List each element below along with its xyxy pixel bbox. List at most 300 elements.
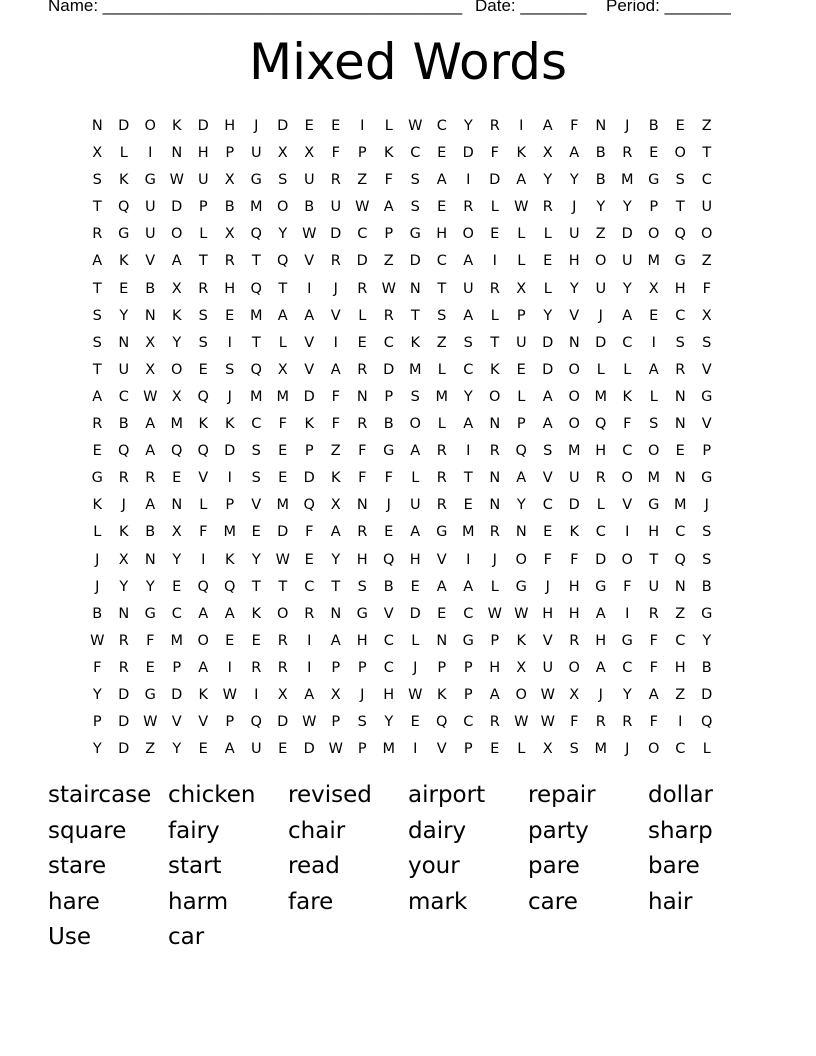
grid-letter[interactable]: R [357,280,368,297]
grid-letter[interactable]: B [92,605,103,622]
grid-letter[interactable]: U [144,199,156,216]
grid-letter[interactable]: W [143,388,158,405]
grid-letter[interactable]: Q [250,226,262,243]
grid-letter[interactable]: Y [172,741,182,758]
grid-letter[interactable]: S [278,172,288,189]
grid-letter[interactable]: X [277,361,288,378]
grid-letter[interactable]: K [569,524,579,541]
grid-letter[interactable]: T [463,470,473,487]
grid-letter[interactable]: U [409,497,421,514]
grid-letter[interactable]: O [595,253,607,270]
grid-letter[interactable]: Q [250,714,262,731]
grid-letter[interactable]: P [463,659,473,676]
grid-letter[interactable]: N [489,497,501,514]
grid-letter[interactable]: E [410,578,420,595]
grid-letter[interactable]: R [224,253,235,270]
grid-letter[interactable]: S [543,443,553,460]
grid-letter[interactable]: D [277,118,289,134]
grid-letter[interactable]: L [93,524,102,541]
grid-letter[interactable]: P [384,226,394,243]
grid-letter[interactable]: S [410,172,420,189]
grid-letter[interactable]: H [224,118,236,134]
grid-letter[interactable]: M [647,253,660,270]
grid-letter[interactable]: F [384,470,393,487]
grid-letter[interactable]: I [201,551,206,568]
grid-letter[interactable]: C [383,632,394,649]
grid-letter[interactable]: N [436,632,448,649]
grid-letter[interactable]: Y [92,741,102,758]
grid-letter[interactable]: N [674,388,686,405]
grid-letter[interactable]: W [143,714,158,731]
grid-letter[interactable]: R [436,497,447,514]
grid-letter[interactable]: O [515,551,527,568]
grid-letter[interactable]: A [330,361,341,378]
grid-letter[interactable]: E [675,118,685,134]
grid-letter[interactable]: J [386,497,391,514]
grid-letter[interactable]: O [409,416,421,433]
grid-letter[interactable]: E [331,118,341,134]
grid-letter[interactable]: J [333,280,338,297]
grid-letter[interactable]: F [278,416,287,433]
grid-letter[interactable]: T [490,334,500,351]
grid-letter[interactable]: R [569,632,580,649]
grid-letter[interactable]: M [435,388,448,405]
grid-letter[interactable]: U [197,172,209,189]
grid-letter[interactable]: L [437,361,446,378]
grid-letter[interactable]: A [648,686,659,703]
grid-letter[interactable]: R [675,361,686,378]
grid-letter[interactable]: S [410,199,420,216]
grid-letter[interactable]: W [302,226,317,243]
grid-letter[interactable]: H [409,551,421,568]
grid-letter[interactable]: R [595,714,606,731]
grid-letter[interactable]: U [621,253,633,270]
grid-letter[interactable]: F [623,416,632,433]
grid-letter[interactable]: N [330,605,342,622]
grid-letter[interactable]: W [408,118,423,134]
grid-letter[interactable]: B [383,416,394,433]
grid-letter[interactable]: S [569,741,579,758]
grid-letter[interactable]: C [383,659,394,676]
grid-letter[interactable]: I [307,632,312,649]
grid-letter[interactable]: D [118,741,130,758]
grid-letter[interactable]: X [648,280,659,297]
grid-letter[interactable]: Y [596,199,606,216]
grid-letter[interactable]: C [622,334,633,351]
grid-letter[interactable]: X [277,686,288,703]
grid-letter[interactable]: A [330,632,341,649]
grid-letter[interactable]: D [595,334,607,351]
grid-letter[interactable]: Y [331,551,341,568]
grid-letter[interactable]: J [598,686,603,703]
grid-letter[interactable]: Z [330,443,341,460]
grid-letter[interactable]: A [410,443,421,460]
grid-letter[interactable]: E [437,199,447,216]
grid-letter[interactable]: G [250,172,262,189]
grid-letter[interactable]: P [463,686,473,703]
grid-letter[interactable]: B [383,578,394,595]
grid-letter[interactable]: T [251,253,261,270]
grid-letter[interactable]: X [92,145,103,162]
grid-letter[interactable]: X [118,551,129,568]
grid-letter[interactable]: V [198,714,209,731]
grid-letter[interactable]: F [93,659,102,676]
grid-letter[interactable]: F [623,578,632,595]
grid-letter[interactable]: H [383,686,395,703]
grid-letter[interactable]: F [384,172,393,189]
grid-letter[interactable]: M [673,497,687,514]
grid-letter[interactable]: A [436,578,447,595]
grid-letter[interactable]: E [251,524,261,541]
grid-letter[interactable]: C [463,361,474,378]
grid-letter[interactable]: V [436,551,447,568]
grid-letter[interactable]: T [437,280,447,297]
grid-letter[interactable]: E [251,632,261,649]
grid-letter[interactable]: A [648,361,659,378]
grid-letter[interactable]: A [542,388,553,405]
grid-letter[interactable]: M [594,388,607,405]
grid-letter[interactable]: Q [118,443,130,460]
grid-letter[interactable]: F [543,551,552,568]
grid-letter[interactable]: B [595,145,606,162]
grid-letter[interactable]: N [356,388,368,405]
grid-letter[interactable]: K [118,253,129,270]
grid-letter[interactable]: O [197,632,209,649]
grid-letter[interactable]: R [118,659,129,676]
grid-letter[interactable]: L [517,253,526,270]
grid-letter[interactable]: J [572,199,577,216]
grid-letter[interactable]: I [625,524,630,541]
grid-letter[interactable]: E [278,443,288,460]
grid-letter[interactable]: Y [543,307,553,324]
grid-letter[interactable]: D [330,226,342,243]
grid-letter[interactable]: S [251,470,261,487]
grid-letter[interactable]: S [649,416,659,433]
grid-letter[interactable]: X [330,497,341,514]
grid-letter[interactable]: V [171,714,182,731]
grid-letter[interactable]: M [249,307,263,324]
grid-letter[interactable]: B [595,172,606,189]
grid-letter[interactable]: V [569,307,580,324]
grid-letter[interactable]: C [410,145,421,162]
grid-letter[interactable]: Z [675,686,686,703]
grid-letter[interactable]: O [648,741,660,758]
grid-letter[interactable]: D [171,199,183,216]
grid-letter[interactable]: F [331,388,340,405]
grid-letter[interactable]: P [516,307,526,324]
grid-letter[interactable]: P [198,199,208,216]
grid-letter[interactable]: Y [384,714,394,731]
grid-letter[interactable]: P [702,443,712,460]
grid-letter[interactable]: C [463,605,474,622]
grid-letter[interactable]: K [118,172,129,189]
grid-letter[interactable]: G [91,470,103,487]
grid-letter[interactable]: F [358,470,367,487]
grid-letter[interactable]: U [250,145,262,162]
grid-letter[interactable]: O [568,659,580,676]
grid-letter[interactable]: H [568,605,580,622]
grid-letter[interactable]: S [702,551,712,568]
grid-letter[interactable]: K [92,497,102,514]
grid-letter[interactable]: Q [250,280,262,297]
grid-letter[interactable]: N [356,497,368,514]
grid-letter[interactable]: Q [197,578,209,595]
grid-letter[interactable]: S [198,307,208,324]
grid-letter[interactable]: H [568,253,580,270]
period-field[interactable]: Period: _______ [606,0,731,15]
grid-letter[interactable]: R [489,280,500,297]
grid-letter[interactable]: Y [278,226,288,243]
grid-letter[interactable]: W [169,172,184,189]
grid-letter[interactable]: C [595,524,606,541]
grid-letter[interactable]: E [198,361,208,378]
grid-letter[interactable]: H [595,443,607,460]
grid-letter[interactable]: J [545,578,550,595]
grid-letter[interactable]: X [224,226,235,243]
grid-letter[interactable]: N [118,334,130,351]
grid-letter[interactable]: J [360,686,365,703]
grid-letter[interactable]: W [408,686,423,703]
grid-letter[interactable]: R [383,307,394,324]
grid-letter[interactable]: U [515,334,527,351]
grid-letter[interactable]: W [487,605,502,622]
grid-letter[interactable]: A [92,388,103,405]
grid-letter[interactable]: G [621,632,633,649]
grid-letter[interactable]: P [172,659,182,676]
grid-letter[interactable]: K [171,118,182,134]
grid-letter[interactable]: V [542,632,553,649]
grid-letter[interactable]: A [330,524,341,541]
grid-letter[interactable]: S [437,307,447,324]
grid-letter[interactable]: R [92,226,103,243]
grid-letter[interactable]: A [410,524,421,541]
grid-letter[interactable]: R [489,714,500,731]
grid-letter[interactable]: I [148,145,153,162]
grid-letter[interactable]: D [303,470,315,487]
grid-letter[interactable]: A [516,470,527,487]
grid-letter[interactable]: Q [250,361,262,378]
grid-letter[interactable]: R [357,361,368,378]
grid-letter[interactable]: W [275,551,290,568]
grid-letter[interactable]: R [622,714,633,731]
grid-letter[interactable]: O [621,551,633,568]
grid-letter[interactable]: T [251,334,261,351]
grid-letter[interactable]: G [515,578,527,595]
grid-letter[interactable]: B [304,199,315,216]
grid-letter[interactable]: U [330,199,342,216]
grid-letter[interactable]: P [92,714,102,731]
grid-letter[interactable]: I [227,470,232,487]
grid-letter[interactable]: D [701,686,713,703]
grid-letter[interactable]: W [90,632,105,649]
grid-letter[interactable]: T [92,361,102,378]
grid-letter[interactable]: O [277,605,289,622]
grid-letter[interactable]: K [330,470,341,487]
grid-letter[interactable]: L [517,388,526,405]
grid-letter[interactable]: D [197,118,209,134]
grid-letter[interactable]: X [171,524,182,541]
grid-letter[interactable]: T [331,578,341,595]
grid-letter[interactable]: U [303,172,315,189]
grid-letter[interactable]: W [222,686,237,703]
grid-letter[interactable]: R [118,470,129,487]
grid-letter[interactable]: U [250,741,262,758]
grid-letter[interactable]: M [408,361,422,378]
grid-letter[interactable]: M [620,172,634,189]
grid-letter[interactable]: D [118,686,130,703]
grid-letter[interactable]: I [466,551,471,568]
grid-letter[interactable]: A [516,172,527,189]
grid-letter[interactable]: Y [92,686,102,703]
grid-letter[interactable]: F [331,416,340,433]
grid-letter[interactable]: A [304,686,315,703]
grid-letter[interactable]: K [410,334,420,351]
grid-letter[interactable]: J [598,307,603,324]
grid-letter[interactable]: F [649,714,658,731]
grid-letter[interactable]: S [92,172,102,189]
grid-letter[interactable]: U [144,226,156,243]
grid-letter[interactable]: D [542,361,554,378]
grid-letter[interactable]: B [118,416,129,433]
grid-letter[interactable]: P [357,145,367,162]
grid-letter[interactable]: S [357,578,367,595]
grid-letter[interactable]: A [145,443,156,460]
grid-letter[interactable]: J [492,551,497,568]
grid-letter[interactable]: R [463,199,474,216]
grid-letter[interactable]: J [121,497,126,514]
grid-letter[interactable]: G [462,632,474,649]
grid-letter[interactable]: Q [171,443,183,460]
grid-letter[interactable]: L [490,199,499,216]
grid-letter[interactable]: F [305,524,314,541]
grid-letter[interactable]: X [569,686,580,703]
grid-letter[interactable]: P [225,145,235,162]
grid-letter[interactable]: O [648,226,660,243]
grid-letter[interactable]: G [701,388,713,405]
grid-letter[interactable]: W [540,686,555,703]
grid-letter[interactable]: F [199,524,208,541]
grid-letter[interactable]: R [251,659,262,676]
grid-letter[interactable]: O [515,686,527,703]
grid-letter[interactable]: E [225,307,235,324]
grid-letter[interactable]: K [198,416,208,433]
grid-letter[interactable]: P [225,497,235,514]
grid-letter[interactable]: H [595,632,607,649]
grid-letter[interactable]: E [198,741,208,758]
grid-letter[interactable]: I [678,714,683,731]
grid-letter[interactable]: A [489,686,500,703]
grid-letter[interactable]: I [360,118,365,134]
grid-letter[interactable]: A [463,416,474,433]
grid-letter[interactable]: Y [702,632,712,649]
grid-letter[interactable]: V [383,605,394,622]
grid-letter[interactable]: E [172,578,182,595]
grid-letter[interactable]: M [223,524,236,541]
grid-letter[interactable]: E [304,118,314,134]
grid-letter[interactable]: R [330,253,341,270]
grid-letter[interactable]: G [383,443,395,460]
grid-letter[interactable]: O [568,416,580,433]
grid-letter[interactable]: L [490,578,499,595]
grid-letter[interactable]: N [118,605,130,622]
grid-letter[interactable]: G [144,605,156,622]
grid-letter[interactable]: D [356,253,368,270]
grid-letter[interactable]: Y [516,497,526,514]
grid-letter[interactable]: C [171,605,182,622]
grid-letter[interactable]: E [119,280,129,297]
grid-letter[interactable]: F [649,632,658,649]
grid-letter[interactable]: S [251,443,261,460]
grid-letter[interactable]: X [304,145,315,162]
grid-letter[interactable]: J [95,551,100,568]
grid-letter[interactable]: M [276,388,289,405]
grid-letter[interactable]: Y [543,172,553,189]
grid-letter[interactable]: Z [595,226,606,243]
grid-letter[interactable]: H [356,632,368,649]
grid-letter[interactable]: C [701,172,712,189]
grid-letter[interactable]: E [304,551,314,568]
grid-letter[interactable]: M [170,416,183,433]
grid-letter[interactable]: D [621,226,633,243]
grid-letter[interactable]: Y [145,578,155,595]
grid-letter[interactable]: V [701,416,712,433]
grid-letter[interactable]: N [674,578,686,595]
grid-letter[interactable]: E [225,632,235,649]
grid-letter[interactable]: X [516,280,527,297]
grid-letter[interactable]: P [649,199,659,216]
grid-letter[interactable]: A [542,416,553,433]
grid-letter[interactable]: H [674,659,686,676]
grid-letter[interactable]: Y [251,551,261,568]
grid-letter[interactable]: P [437,659,447,676]
grid-letter[interactable]: L [384,118,393,134]
grid-letter[interactable]: E [145,659,155,676]
grid-letter[interactable]: D [118,714,130,731]
grid-letter[interactable]: C [622,659,633,676]
grid-letter[interactable]: E [543,524,553,541]
grid-letter[interactable]: J [625,118,630,134]
grid-letter[interactable]: G [436,524,448,541]
grid-letter[interactable]: N [171,145,183,162]
grid-letter[interactable]: F [490,145,499,162]
grid-letter[interactable]: V [304,334,315,351]
grid-letter[interactable]: D [171,686,183,703]
grid-letter[interactable]: K [304,416,314,433]
grid-letter[interactable]: Y [622,199,632,216]
grid-letter[interactable]: R [648,605,659,622]
grid-letter[interactable]: N [489,416,501,433]
grid-letter[interactable]: H [489,659,501,676]
grid-letter[interactable]: F [331,145,340,162]
grid-letter[interactable]: W [355,199,370,216]
grid-letter[interactable]: J [95,578,100,595]
grid-letter[interactable]: K [622,388,632,405]
grid-letter[interactable]: L [517,741,526,758]
grid-letter[interactable]: U [568,470,580,487]
grid-letter[interactable]: C [357,226,368,243]
grid-letter[interactable]: Y [569,172,579,189]
grid-letter[interactable]: X [171,280,182,297]
grid-letter[interactable]: H [197,145,209,162]
grid-letter[interactable]: R [357,524,368,541]
grid-letter[interactable]: R [436,443,447,460]
grid-letter[interactable]: R [304,605,315,622]
grid-letter[interactable]: D [542,334,554,351]
grid-letter[interactable]: T [702,145,712,162]
grid-letter[interactable]: X [145,361,156,378]
grid-letter[interactable]: G [701,470,713,487]
grid-letter[interactable]: W [328,741,343,758]
